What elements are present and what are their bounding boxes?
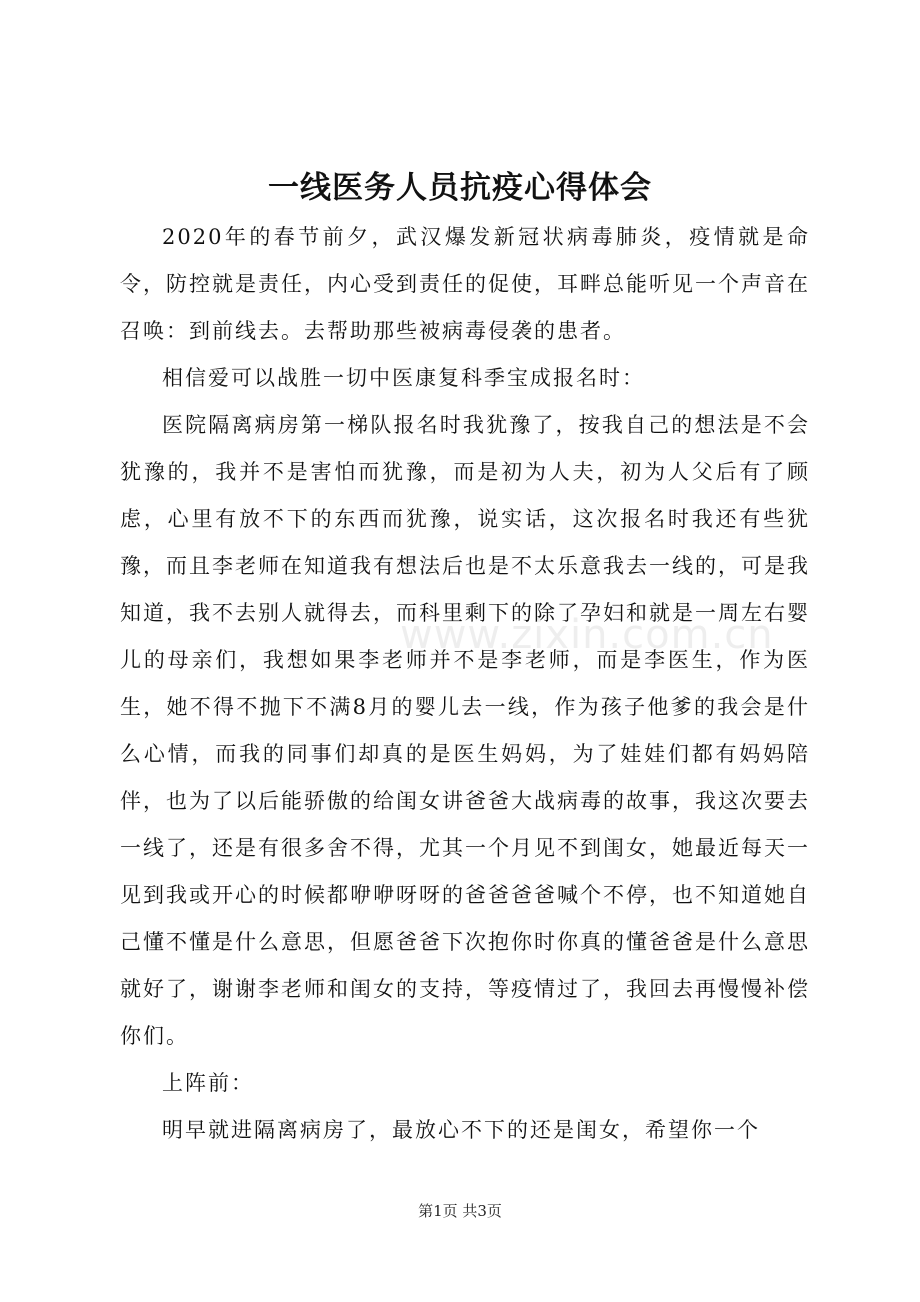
- paragraph-heading-before-battle: 上阵前：: [162, 1071, 254, 1095]
- page-footer: 第1页 共3页: [418, 1202, 502, 1220]
- paragraph-intro: 2020年的春节前夕，武汉爆发新冠状病毒肺炎，疫情就是命令，防控就是责任，内心受到责任的促使，耳畔总能听见一个声音在召唤：到前线去。去帮助那些被病毒侵袭的患者。: [120, 225, 810, 343]
- watermark: www.zixin.com.cn: [400, 612, 774, 658]
- document-body: [120, 214, 810, 1154]
- paragraph-signup-story: 医院隔离病房第一梯队报名时我犹豫了，按我自己的想法是不会犹豫的，我并不是害怕而犹豫，而是初为人夫，初为人父后有了顾虑，心里有放不下的东西而犹豫，说实话，这次报名时我还有些犹豫，而且李老师在知道我有想法后也是不太乐意我去一线的，可是我知道，我不去别人就得去，而科里剩下的除了孕妇和就是一周左右婴儿的母亲们，我想如果李老师并不是李老师，而是李医生，作为医生，她不得不抛下不满8月的婴儿去一线，作为孩子他爹的我会是什么心情，而我的同事们却真的是医生妈妈，为了娃娃们都有妈妈陪伴，也为了以后能骄傲的给闺女讲爸爸大战病毒的故事，我这次要去一线了，还是有很多舍不得，尤其一个月见不到闺女，她最近每天一见到我或开心的时候都咿咿呀呀的爸爸爸爸喊个不停，也不知道她自己懂不懂是什么意思，但愿爸爸下次抱你时你真的懂爸爸是什么意思就好了，谢谢李老师和闺女的支持，等疫情过了，我回去再慢慢补偿你们。: [120, 413, 810, 1048]
- paragraph-before-battle: 明早就进隔离病房了，最放心不下的还是闺女，希望你一个: [162, 1118, 760, 1142]
- paragraph-heading-signup: 相信爱可以战胜一切中医康复科季宝成报名时：: [162, 366, 645, 390]
- document-title: 一线医务人员抗疫心得体会: [268, 170, 652, 206]
